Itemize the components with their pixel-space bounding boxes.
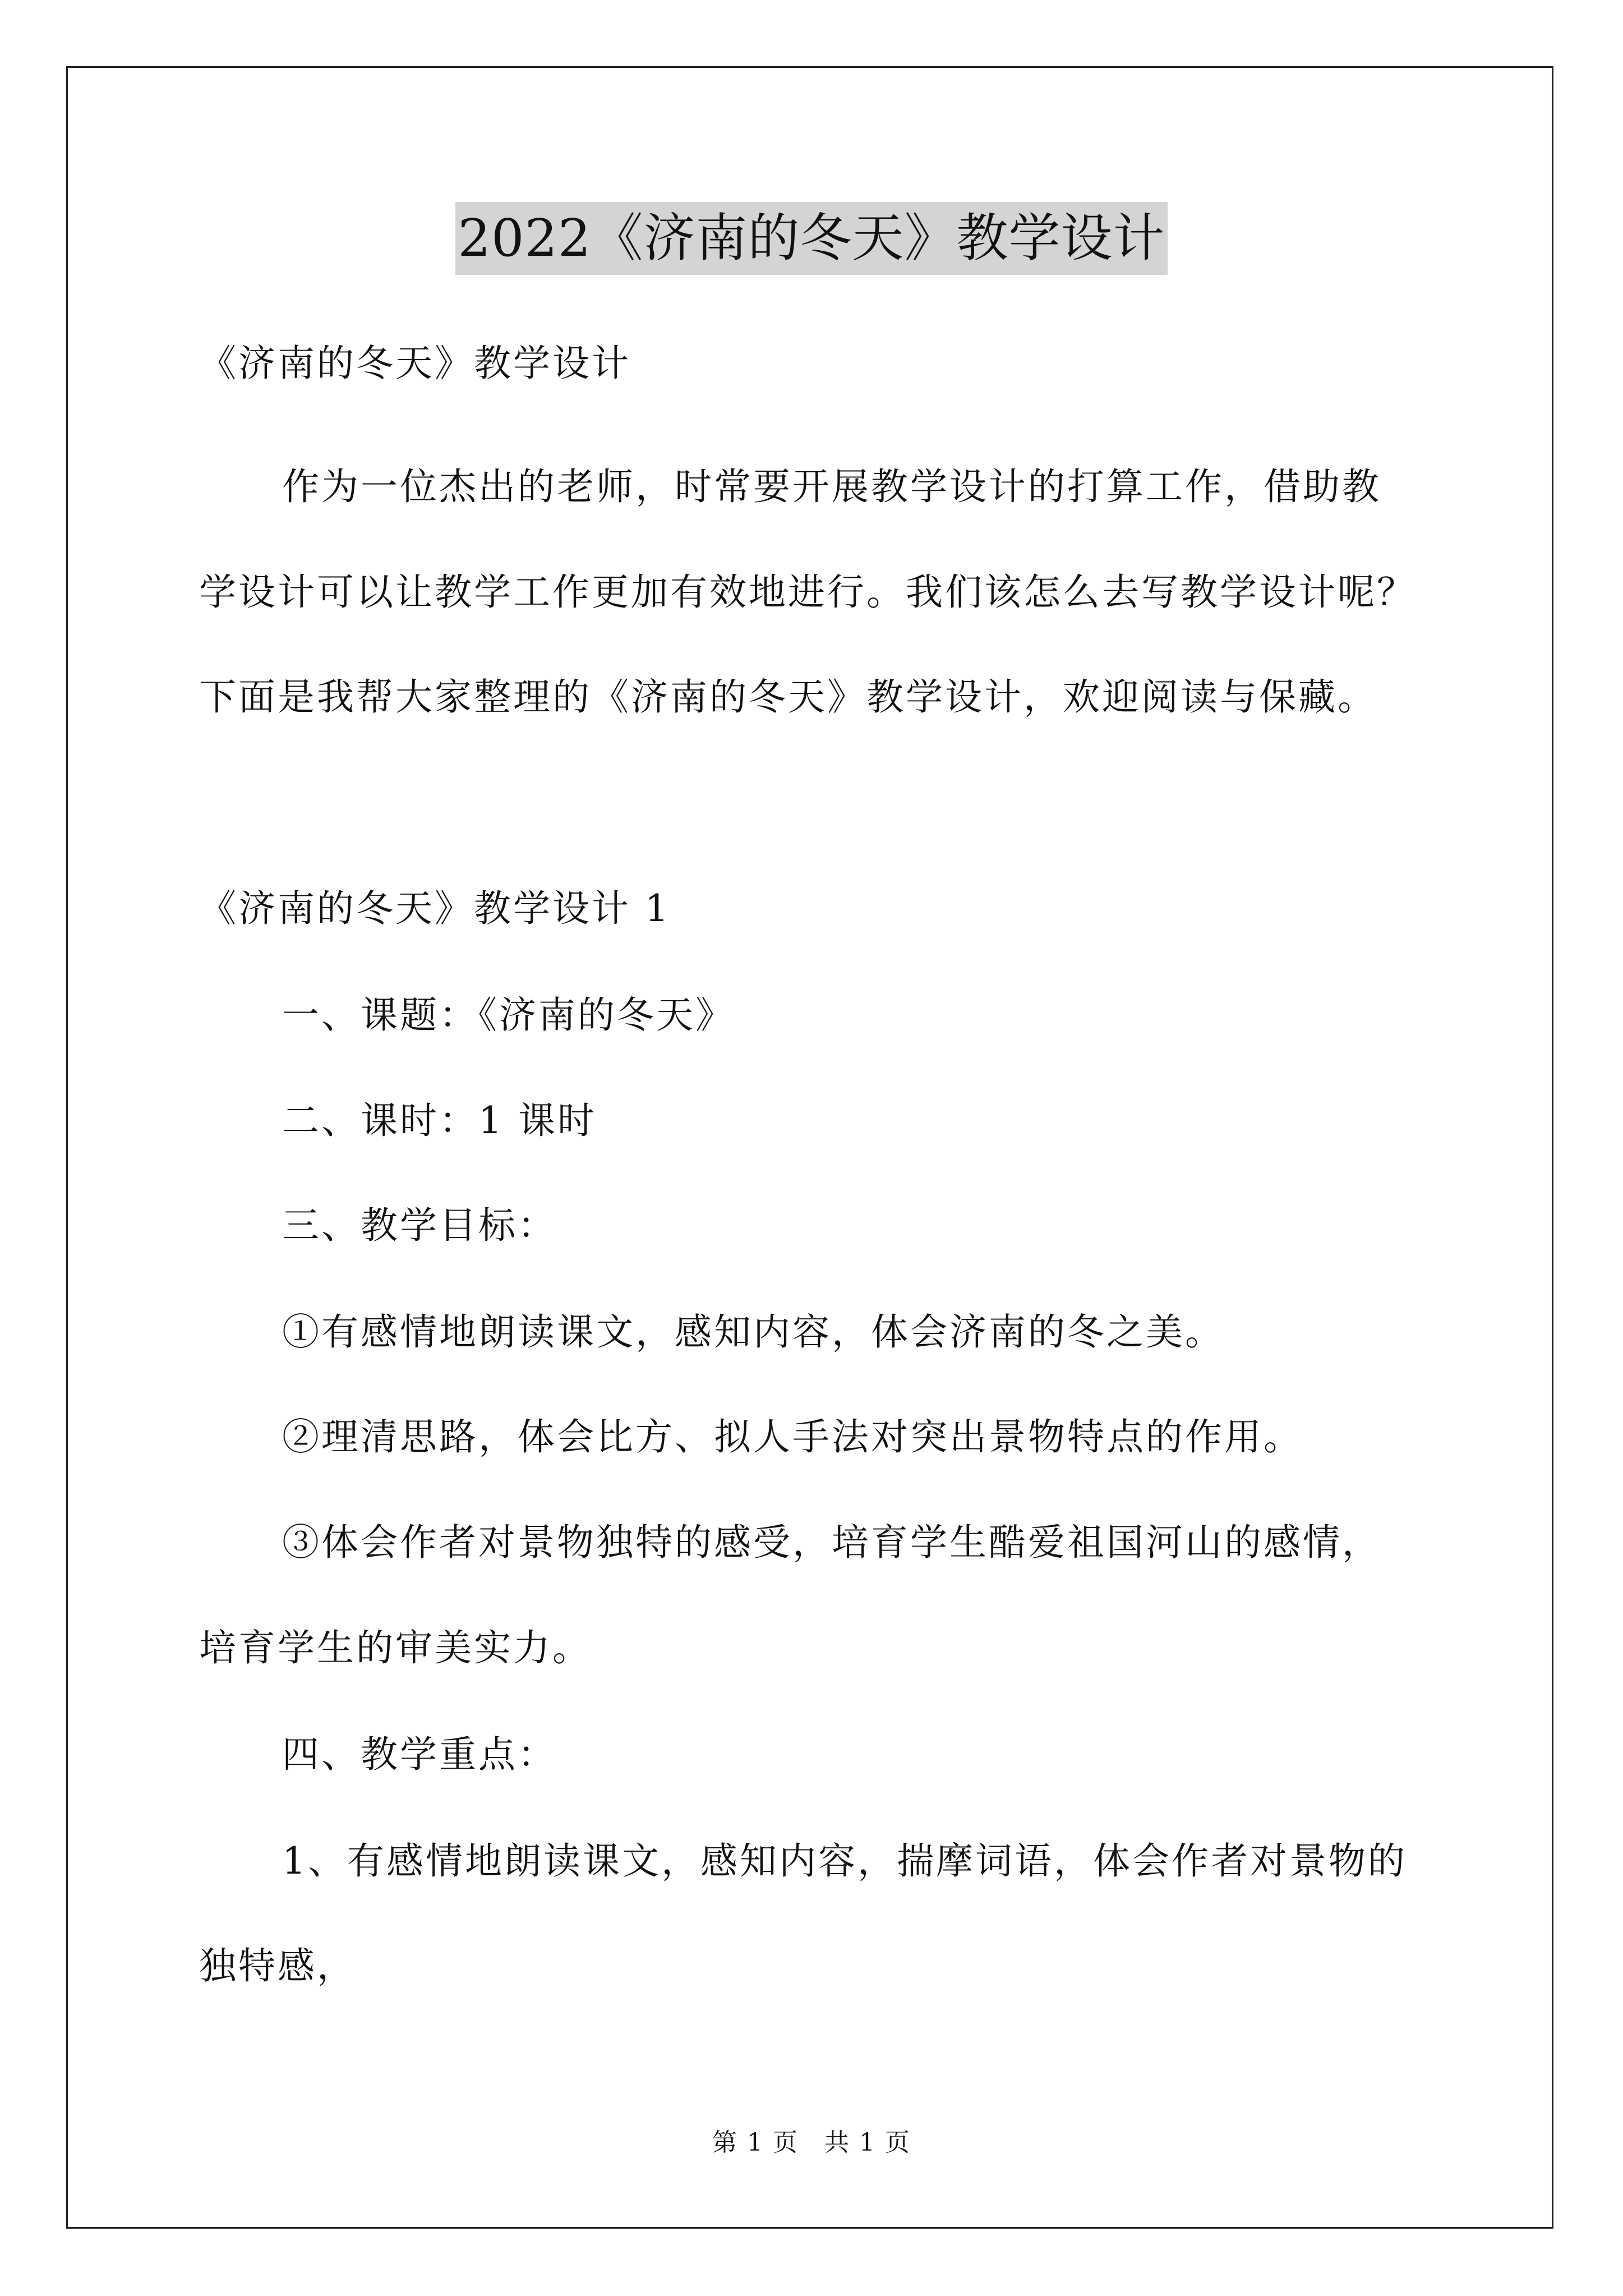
text-line: 培育学生的审美实力。 — [199, 1626, 592, 1669]
text-line: 一、课题：《济南的冬天》 — [282, 993, 735, 1037]
text-line: 二、课时：1 课时 — [282, 1099, 597, 1142]
text-line: 独特感， — [199, 1944, 356, 1987]
text-line: ①有感情地朗读课文，感知内容，体会济南的冬之美。 — [282, 1310, 1224, 1354]
text-line: 三、教学目标： — [282, 1204, 557, 1247]
text-line: 作为一位杰出的老师，时常要开展教学设计的打算工作，借助教 — [282, 465, 1381, 508]
text-line: 学设计可以让教学工作更加有效地进行。我们该怎么去写教学设计呢？ — [199, 570, 1416, 614]
text-line: ②理清思路，体会比方、拟人手法对突出景物特点的作用。 — [282, 1415, 1303, 1458]
text-line: 四、教学重点： — [282, 1733, 557, 1776]
text-line: 1、有感情地朗读课文，感知内容，揣摩词语，体会作者对景物的 — [282, 1839, 1407, 1883]
page-title: 2022《济南的冬天》教学设计 — [455, 202, 1167, 275]
page-footer: 第 1 页 共 1 页 — [712, 2128, 911, 2157]
text-line: 《济南的冬天》教学设计 1 — [199, 887, 671, 930]
text-line: 下面是我帮大家整理的《济南的冬天》教学设计，欢迎阅读与保藏。 — [199, 675, 1377, 719]
title-container — [0, 202, 1623, 275]
text-line: 《济南的冬天》教学设计 — [199, 342, 631, 385]
text-line: ③体会作者对景物独特的感受，培育学生酷爱祖国河山的感情， — [282, 1521, 1381, 1564]
